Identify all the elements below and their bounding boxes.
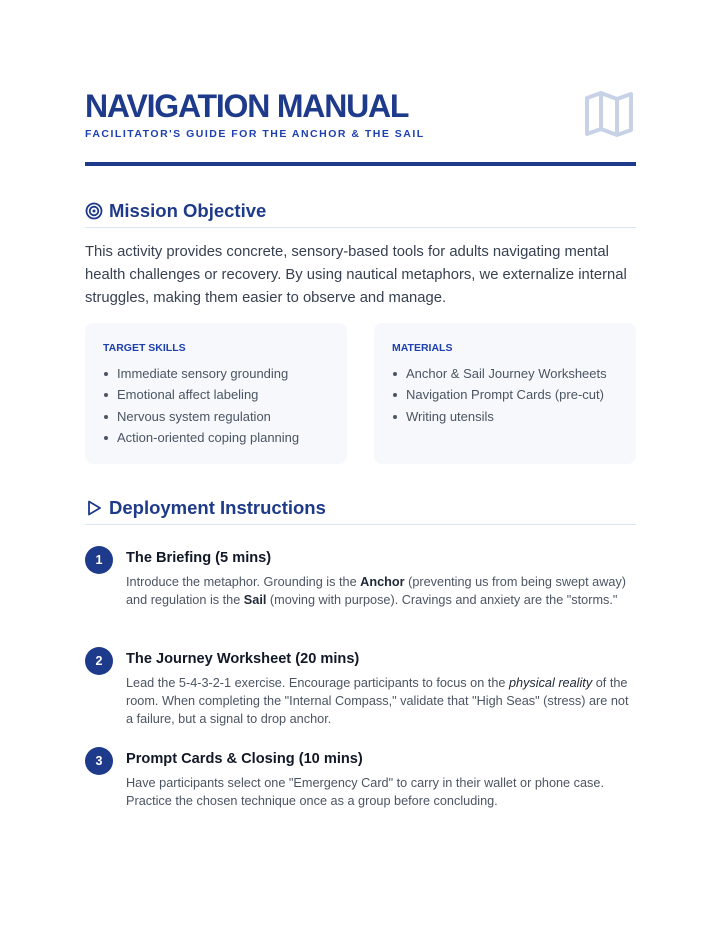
target-icon xyxy=(85,202,103,220)
instructions-heading: Deployment Instructions xyxy=(109,497,326,518)
mission-section-header xyxy=(85,198,636,228)
step-title: The Journey Worksheet (20 mins) xyxy=(126,651,360,667)
card-title: TARGET SKILLS xyxy=(103,342,186,354)
mission-heading: Mission Objective xyxy=(109,200,267,221)
step-body: Introduce the metaphor. Grounding is the Anchor (preventing us from being swept away) and regulation is the Sail (moving with purpose). Cravings and anxiety are the "storms." xyxy=(126,575,627,607)
step-title: The Briefing (5 mins) xyxy=(126,550,272,566)
step-number-badge: 1 xyxy=(85,546,113,574)
materials-list xyxy=(392,363,607,427)
emphasis-italic: physical reality xyxy=(508,676,593,690)
materials-card xyxy=(374,323,636,464)
list-item: Navigation Prompt Cards (pre-cut) xyxy=(392,384,607,405)
step-title: Prompt Cards & Closing (10 mins) xyxy=(126,751,363,767)
page-header xyxy=(85,0,636,166)
emphasis-bold: Anchor xyxy=(360,575,405,589)
list-item: Emotional affect labeling xyxy=(103,384,299,405)
step-body: Lead the 5-4-3-2-1 exercise. Encourage participants to focus on the physical reality of the room. When completing the "Internal Compass," validate that "High Seas" (stress) are not a failure, but a signal to drop anchor. xyxy=(126,676,629,726)
list-item: Action-oriented coping planning xyxy=(103,427,299,448)
map-icon xyxy=(584,90,634,138)
manual-page xyxy=(85,0,636,808)
skills-list xyxy=(103,363,299,448)
target-skills-card xyxy=(85,323,347,464)
emphasis-bold: Sail xyxy=(243,593,267,607)
header-divider xyxy=(85,162,636,166)
step-number-badge: 2 xyxy=(85,647,113,675)
page-title: NAVIGATION MANUAL xyxy=(85,88,409,124)
step-number-badge: 3 xyxy=(85,747,113,775)
list-item: Writing utensils xyxy=(392,406,607,427)
instructions-section-header xyxy=(85,495,636,525)
page-subtitle: FACILITATOR'S GUIDE FOR THE ANCHOR & THE SAIL xyxy=(85,128,425,140)
list-item: Immediate sensory grounding xyxy=(103,363,299,384)
step-body: Have participants select one "Emergency Card" to carry in their wallet or phone case. Practice the chosen technique once as a group before concluding. xyxy=(126,776,604,808)
card-title: MATERIALS xyxy=(392,342,453,354)
list-item: Anchor & Sail Journey Worksheets xyxy=(392,363,607,384)
play-icon xyxy=(85,499,103,517)
list-item: Nervous system regulation xyxy=(103,406,299,427)
mission-paragraph: This activity provides concrete, sensory-based tools for adults navigating mental health challenges or recovery. By using nautical metaphors, we externalize internal struggles, making them easier to observe and manage. xyxy=(85,244,627,306)
